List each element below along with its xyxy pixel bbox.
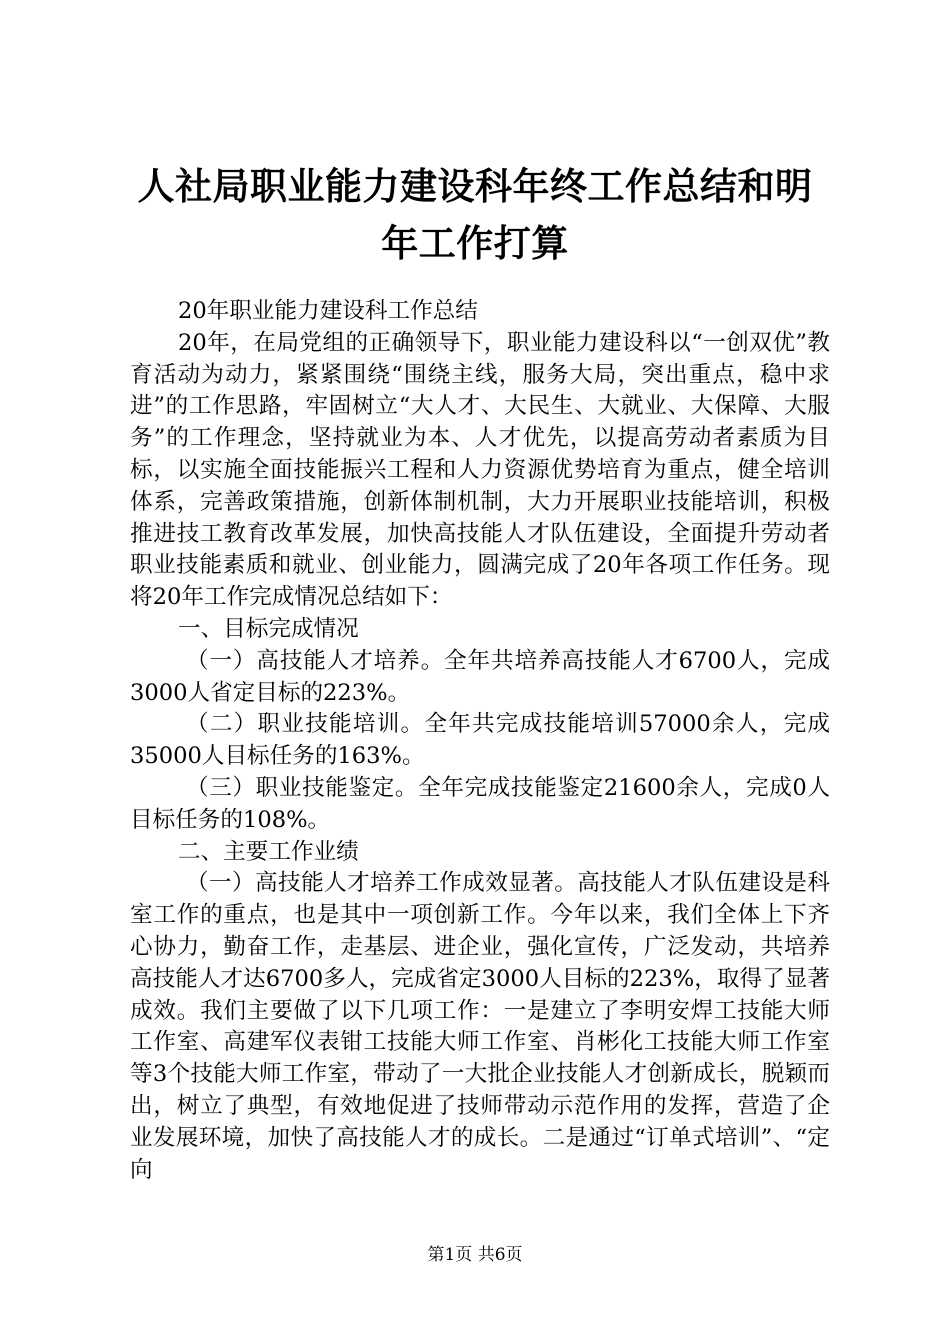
intro-paragraph: 20年，在局党组的正确领导下，职业能力建设科以“一创双优”教育活动为动力，紧紧围绕“围绕主线，服务大局，突出重点，稳中求进”的工作思路，牢固树立“大人才、大民生、大就业、大保障、大服务”的工作理念，坚持就业为本、人才优先，以提高劳动者素质为目标，以实施全面技能振兴工程和人力资源优势培育为重点，健全培训体系，完善政策措施，创新体制机制，大力开展职业技能培训，积极推进技工教育改革发展，加快高技能人才队伍建设，全面提升劳动者职业技能素质和就业、创业能力，圆满完成了20年各项工作任务。现将20年工作完成情况总结如下： — [130, 329, 830, 611]
document-title: 人社局职业能力建设科年终工作总结和明年工作打算 — [137, 165, 813, 265]
target-item-training: （二）职业技能培训。全年共完成技能培训57000余人，完成35000人目标任务的163%。 — [130, 711, 830, 770]
section-subtitle: 20年职业能力建设科工作总结 — [178, 298, 478, 324]
document-body — [130, 296, 830, 1186]
target-item-appraisal: （三）职业技能鉴定。全年完成技能鉴定21600余人，完成0人目标任务的108%。 — [130, 774, 830, 833]
achievement-paragraph: （一）高技能人才培养工作成效显著。高技能人才队伍建设是科室工作的重点，也是其中一项创新工作。今年以来，我们全体上下齐心协力，勤奋工作，走基层、进企业，强化宣传，广泛发动，共培养高技能人才达6700多人，完成省定3000人目标的223%，取得了显著成效。我们主要做了以下几项工作：一是建立了李明安焊工技能大师工作室、高建军仪表钳工技能大师工作室、肖彬化工技能大师工作室等3个技能大师工作室，带动了一大批企业技能人才创新成长，脱颖而出，树立了典型，有效地促进了技师带动示范作用的发挥，营造了企业发展环境，加快了高技能人才的成长。二是通过“订单式培训”、“定向 — [130, 870, 830, 1183]
section-heading-achievements: 二、主要工作业绩 — [178, 838, 359, 865]
page-number-footer: 第1页 共6页 — [427, 1245, 523, 1265]
target-item-talent: （一）高技能人才培养。全年共培养高技能人才6700人，完成3000人省定目标的223%。 — [130, 647, 830, 706]
section-heading-targets: 一、目标完成情况 — [178, 615, 359, 642]
